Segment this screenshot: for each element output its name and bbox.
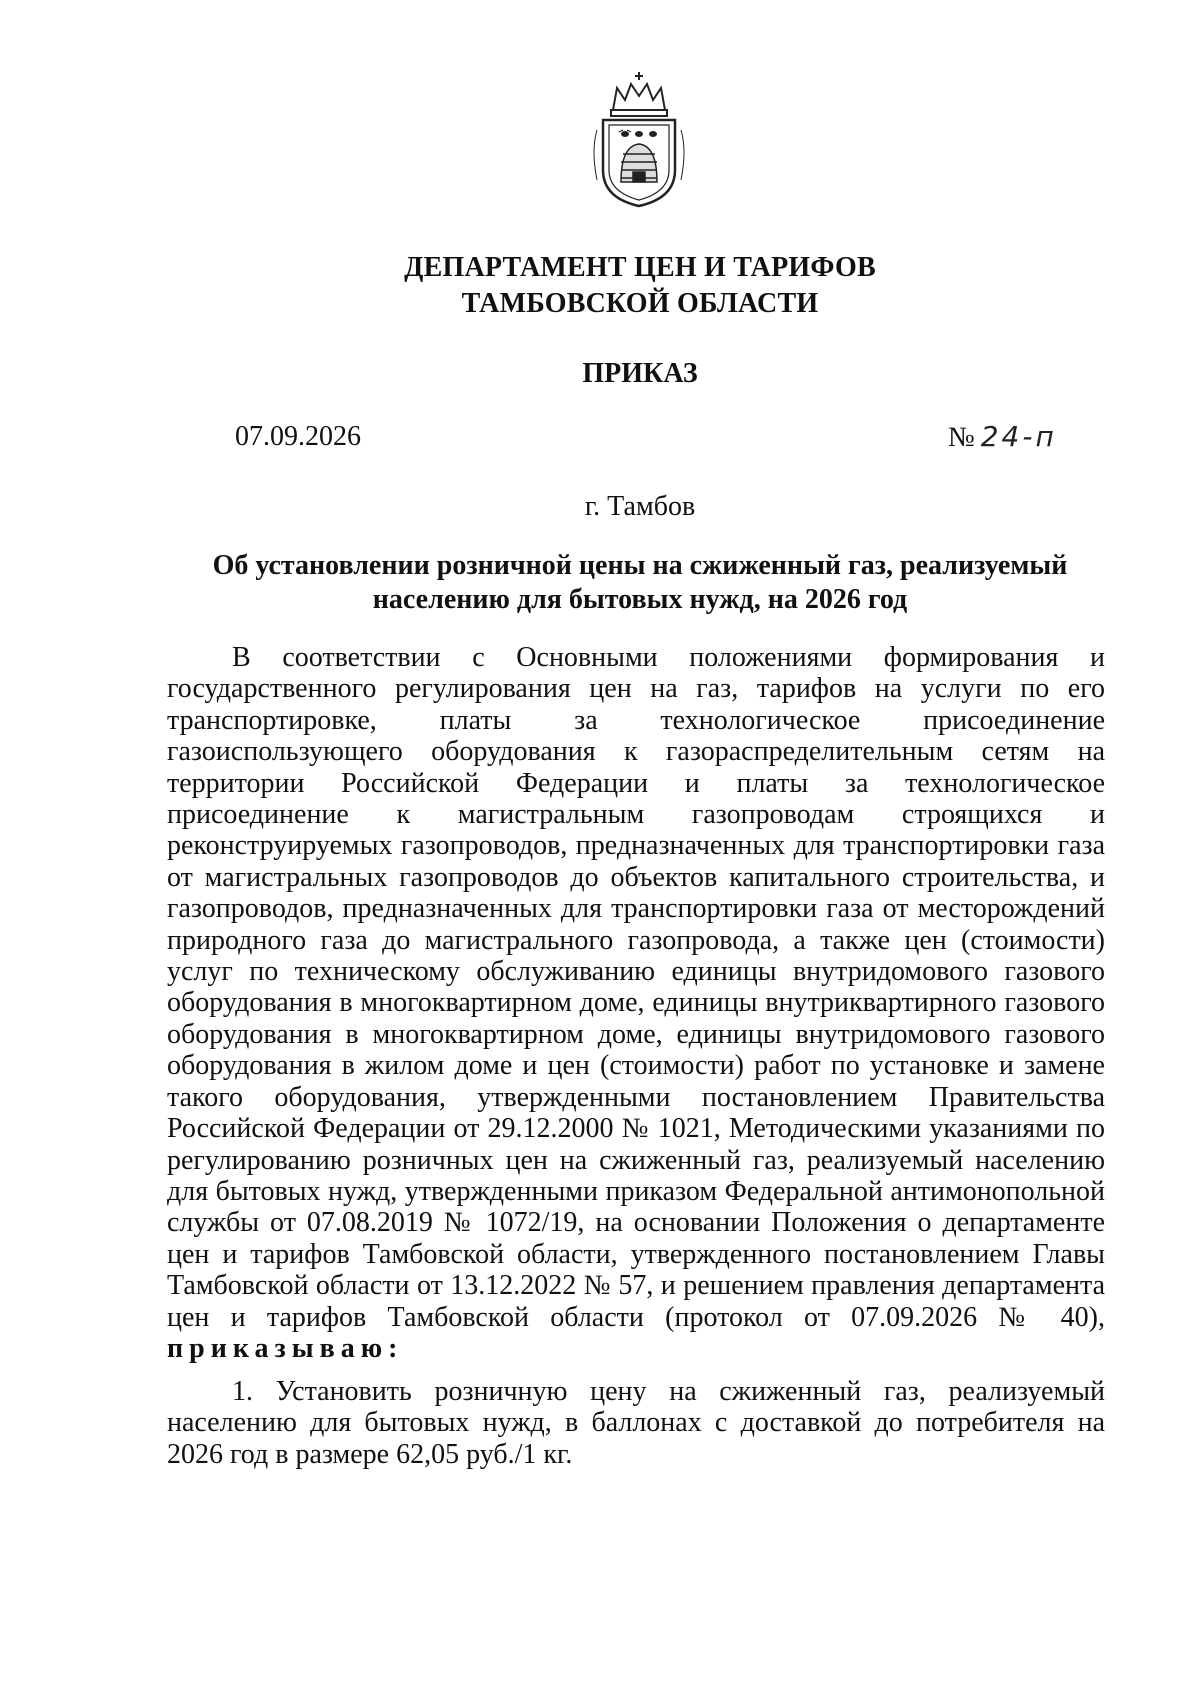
department-name-line1: ДЕПАРТАМЕНТ ЦЕН И ТАРИФОВ	[404, 252, 876, 283]
order-subject-title: Об установлении розничной цены на сжиженный газ, реализуемый населению для бытовых нужд, на 2026 год	[212, 550, 1068, 615]
number-sign: №	[948, 422, 975, 453]
coat-of-arms-icon	[583, 70, 695, 210]
order-item-1-text: 1. Установить розничную цену на сжиженный газ, реализуемый населению для бытовых нужд, в баллонах с доставкой до потребителя на 2026 год в размере 62,05 руб./1 кг.	[167, 1376, 1105, 1470]
order-item-1	[167, 1376, 1105, 1470]
order-date: 07.09.2026	[235, 421, 361, 452]
handwritten-order-number: 24-п	[980, 420, 1057, 453]
document-type-title: ПРИКАЗ	[582, 358, 698, 389]
city-name: г. Тамбов	[584, 491, 696, 522]
order-preamble	[167, 642, 1105, 1364]
department-name-line2: ТАМБОВСКОЙ ОБЛАСТИ	[461, 288, 819, 319]
preamble-text: В соответствии с Основными положениями формирования и государственного регулирования цен на газ, тарифов на услуги по его транспортировке, платы за технологическое присоединение газоиспользующего оборудования к газораспределительным сетям на территории Российской Федерации и платы за технологическое присоединение к магистральным газопроводам строящихся и реконструируемых газопроводов, предназначенных для транспортировки газа от магистральных газопроводов до объектов капитального строительства, и газопроводов, предназначенных для транспортировки газа от месторождений природного газа до магистрального газопровода, а также цен (стоимости) услуг по техническому обслуживанию единицы внутридомового газового оборудования в многоквартирном доме, единицы внутриквартирного газового оборудования в многоквартирном доме, единицы внутридомового газового оборудования в жилом доме и цен (стоимости) работ по установке и замене такого оборудования, утвержденными постановлением Правительства Российской Федерации от 29.12.2000 № 1021, Методическими указаниями по регулированию розничных цен на сжиженный газ, реализуемый населению для бытовых нужд, утвержденными приказом Федеральной антимонопольной службы от 07.08.2019 № 1072/19, на основании Положения о департаменте цен и тарифов Тамбовской области, утвержденного постановлением Главы Тамбовской области от 13.12.2022 № 57, и решением правления департамента цен и тарифов Тамбовской области (протокол от 07.09.2026 № 40),	[167, 642, 1105, 1333]
order-word: приказываю:	[167, 1332, 404, 1364]
order-number	[948, 419, 1057, 456]
